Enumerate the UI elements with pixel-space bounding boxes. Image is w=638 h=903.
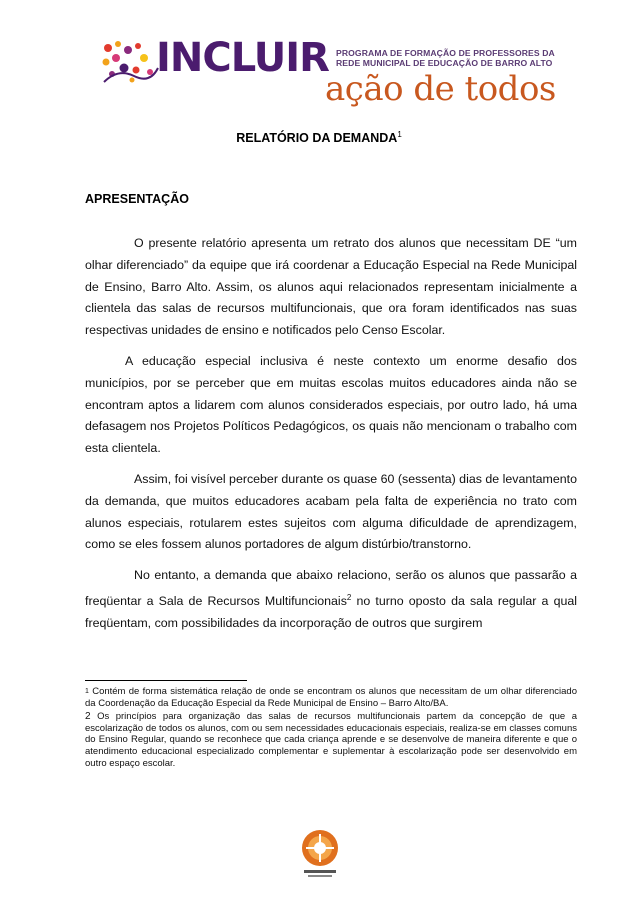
- paragraph-1: O presente relatório apresenta um retrato dos alunos que necessitam DE “um olhar diferenciado” da equipe que irá coordenar a Educação Especial na Rede Municipal de Ensino, Barro Alto. Assim, os alunos aqui relacionados representam inicialmente a clientela das salas de recursos multifuncionais, que ora foram identificados nas suas respectivas unidades de ensino e notificados pelo Censo Escolar.: [85, 236, 577, 338]
- paragraph-2: A educação especial inclusiva é neste contexto um enorme desafio dos municípios, por se perceber que em muitas escolas muitos educadores ainda não se encontram aptos a lidarem com alunos considerados especiais, por outro lado, há uma defasagem nos Projetos Políticos Pedagógicos, os quais não mencionam o trabalho com esta clientela.: [85, 353, 577, 456]
- atrus-seal-icon: [296, 826, 344, 882]
- footnote-1-text: Contém de forma sistemática relação de onde se encontram os alunos que necessitam de um olhar diferenciado da Coordenação da Educação Especial da Rede Municipal de Ensino – Barro Alto/BA.: [85, 686, 577, 709]
- header-logo: [92, 30, 572, 110]
- footnote-1-mark: 1: [85, 688, 89, 695]
- paragraph-4: [85, 565, 577, 635]
- paragraph-3: Assim, foi visível perceber durante os quase 60 (sessenta) dias de levantamento da demanda, que muitos educadores acabam pela falta de experiência no trato com alunos especiais, rotularem estes sujeitos com alguma dificuldade de aprendizagem, como se eles fossem alunos portadores de algum distúrbio/transtorno.: [85, 471, 577, 552]
- footnote-1: [85, 686, 577, 709]
- title-text: RELATÓRIO DA DEMANDA: [236, 131, 398, 146]
- logo-acao-text: ação de todos: [325, 69, 556, 109]
- paragraph-4-part-1: No entanto, a demanda que abaixo relaciono, serão os alunos que passarão a freqüentar a Sala de Recursos Multifuncionais: [85, 568, 577, 609]
- program-line-2: REDE MUNICIPAL DE EDUCAÇÃO DE BARRO ALTO: [336, 58, 553, 68]
- footnote-2-text: Os princípios para organização das salas de recursos multifuncionais partem da concepção de que a escolarização de todos os alunos, com ou sem necessidades educacionais especiais, realiza-se em classes comuns do Ensino Regular, quando se reconhece que cada criança aprende e se desenvolve de maneira diferente e que o atendimento educacional especializado complementar e suplementar à escolarização pode ser desenvolvido em outro espaço escolar.: [85, 711, 577, 769]
- section-heading: APRESENTAÇÃO: [85, 192, 189, 206]
- logo-incluir-text: INCLUIR: [156, 35, 329, 81]
- paragraph-4-footnote-mark: 2: [346, 592, 352, 602]
- program-caption: [336, 48, 555, 68]
- colorful-dots-figures-icon: [98, 38, 162, 86]
- document-title: [0, 130, 638, 145]
- footnote-2-mark: 2: [85, 711, 91, 723]
- program-line-1: PROGRAMA DE FORMAÇÃO DE PROFESSORES DA: [336, 48, 555, 58]
- footnotes: [85, 686, 577, 771]
- footnote-divider: [85, 680, 247, 681]
- title-footnote-mark: 1: [397, 130, 402, 139]
- document-body: [85, 233, 577, 644]
- footnote-2: [85, 711, 577, 769]
- paragraph-4-part-2: no turno oposto da sala regular a qual freqüentam, com possibilidades da incorporação de outros que surgirem: [85, 594, 577, 630]
